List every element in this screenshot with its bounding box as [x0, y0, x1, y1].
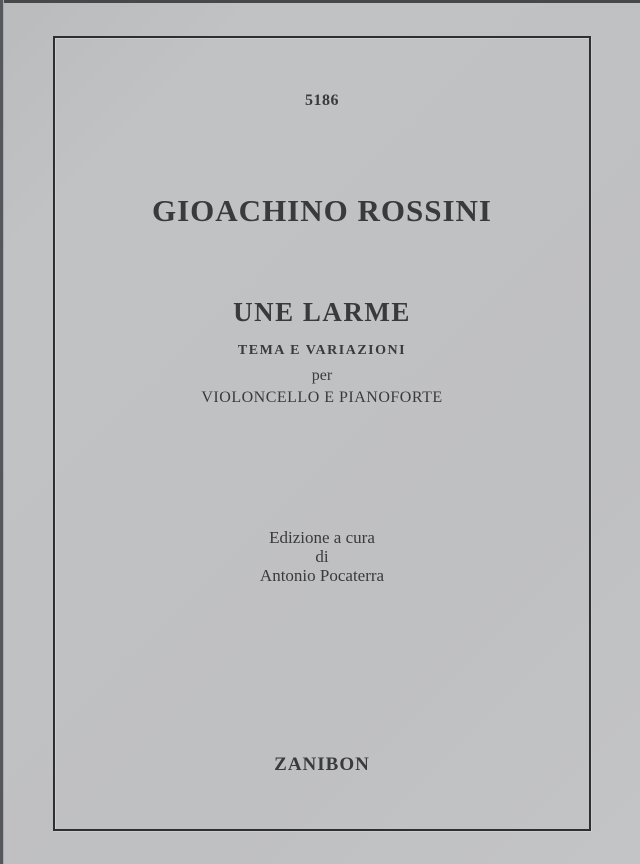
work-subtitle: TEMA E VARIAZIONI — [237, 343, 407, 358]
scan-edge-top — [0, 0, 640, 3]
composer-name: GIOACHINO ROSSINI — [152, 193, 492, 228]
edition-credit-line3: Antonio Pocaterra — [259, 566, 385, 585]
instrumentation: VIOLONCELLO E PIANOFORTE — [201, 389, 443, 406]
scan-edge-left — [0, 0, 4, 864]
work-title: UNE LARME — [233, 297, 411, 327]
edition-credit — [53, 528, 591, 585]
edition-credit-line2: di — [315, 547, 329, 566]
edition-credit-line1: Edizione a cura — [269, 528, 375, 547]
border-frame — [53, 36, 591, 831]
for-word: per — [311, 367, 333, 384]
publisher-name: ZANIBON — [274, 754, 370, 775]
plate-number: 5186 — [305, 92, 339, 109]
